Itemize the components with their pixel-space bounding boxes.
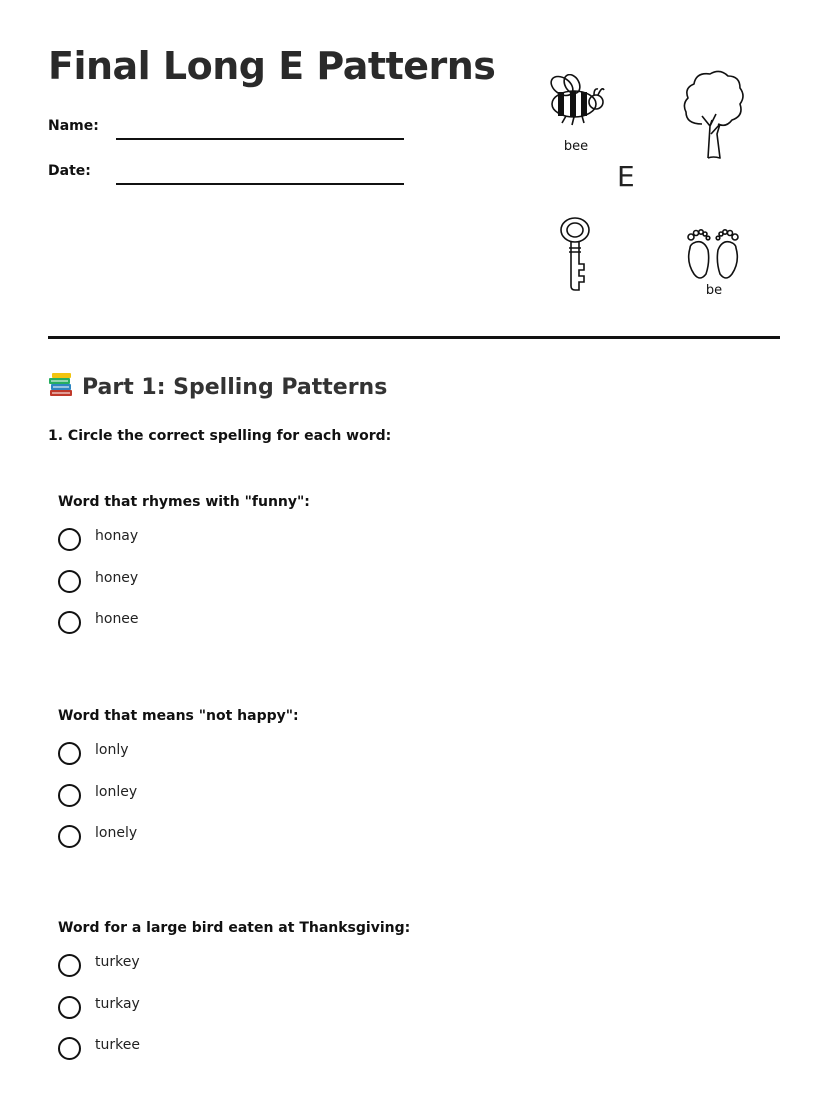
radio-circle[interactable] — [58, 825, 81, 848]
option-label[interactable]: lonely — [95, 825, 138, 841]
answer-option[interactable] — [58, 984, 758, 1026]
answer-option[interactable] — [58, 772, 758, 814]
radio-circle[interactable] — [58, 742, 81, 765]
question-prompt: Word for a large bird eaten at Thanksgiving: — [58, 920, 411, 936]
radio-circle[interactable] — [58, 570, 81, 593]
answer-option[interactable] — [58, 558, 758, 600]
option-label[interactable]: turkee — [95, 1037, 140, 1053]
question-2 — [58, 708, 758, 855]
feet-caption: be — [705, 283, 723, 298]
radio-circle[interactable] — [58, 996, 81, 1019]
name-line[interactable] — [116, 138, 404, 140]
radio-circle[interactable] — [58, 611, 81, 634]
question-prompt: Word that means "not happy": — [58, 708, 299, 724]
bee-caption: bee — [563, 139, 589, 154]
answer-option[interactable] — [58, 813, 758, 855]
option-label[interactable]: lonley — [95, 783, 138, 800]
option-label[interactable]: honey — [95, 569, 139, 586]
answer-option[interactable] — [58, 730, 758, 772]
radio-circle[interactable] — [58, 784, 81, 807]
option-label[interactable]: turkay — [95, 995, 140, 1012]
question-3 — [58, 920, 758, 1067]
option-label[interactable]: honay — [95, 528, 139, 544]
section-divider — [48, 336, 780, 339]
answer-option[interactable] — [58, 1025, 758, 1067]
radio-circle[interactable] — [58, 528, 81, 551]
worksheet-title: Final Long E Patterns — [48, 44, 496, 88]
radio-circle[interactable] — [58, 954, 81, 977]
instruction-1: 1. Circle the correct spelling for each word: — [48, 428, 392, 444]
date-line[interactable] — [116, 183, 404, 185]
option-label[interactable]: lonly — [95, 742, 129, 758]
question-prompt: Word that rhymes with "funny": — [58, 494, 310, 510]
key-icon — [556, 216, 594, 292]
bee-icon — [544, 74, 606, 130]
books-icon — [48, 372, 74, 398]
center-letter: E — [617, 160, 635, 193]
name-label: Name: — [48, 118, 99, 134]
part1-heading — [48, 372, 387, 400]
option-label[interactable]: turkey — [95, 954, 140, 970]
date-label: Date: — [48, 163, 91, 179]
question-1 — [58, 494, 758, 641]
footprints-icon — [684, 226, 742, 282]
part1-title: Part 1: Spelling Patterns — [82, 375, 388, 400]
answer-option[interactable] — [58, 942, 758, 984]
option-label[interactable]: honee — [95, 611, 139, 627]
answer-option[interactable] — [58, 599, 758, 641]
answer-option[interactable] — [58, 516, 758, 558]
radio-circle[interactable] — [58, 1037, 81, 1060]
tree-icon — [680, 68, 746, 162]
